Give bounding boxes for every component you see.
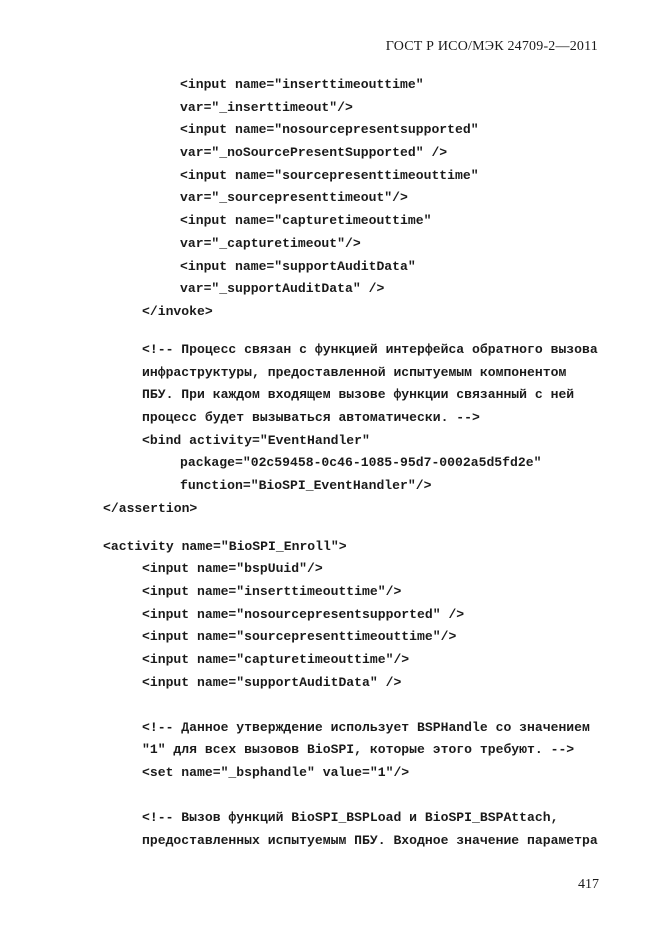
code-line: var="_supportAuditData" /> [180,281,385,297]
code-line: <input name="capturetimeouttime" [180,213,432,229]
code-line: var="_capturetimeout"/> [180,235,361,251]
code-comment: "1" для всех вызовов BioSPI, которые этого требуют. --> [142,742,575,758]
code-line: <input name="sourcepresenttimeouttime" [180,167,479,183]
code-line: <input name="capturetimeouttime"/> [142,652,410,668]
code-comment: ПБУ. При каждом входящем вызове функции связанный с ней [142,387,575,403]
code-line: var="_inserttimeout"/> [180,99,353,115]
code-line: <input name="nosourcepresentsupported" [180,122,479,138]
code-line: <activity name="BioSPI_Enroll"> [103,538,347,554]
code-comment: предоставленных испытуемым ПБУ. Входное значение параметра [142,832,598,848]
code-comment: процесс будет вызываться автоматически. --> [142,409,480,425]
code-line: <input name="inserttimeouttime" [180,77,424,92]
code-line: var="_sourcepresenttimeout"/> [180,190,408,206]
code-comment: <!-- Процесс связан с функцией интерфейса обратного вызова [142,341,598,357]
document-header: ГОСТ Р ИСО/МЭК 24709-2—2011 [385,39,598,54]
code-line: <set name="_bsphandle" value="1"/> [142,765,410,781]
code-line: <input name="supportAuditData" /> [142,674,402,690]
code-line: <input name="nosourcepresentsupported" /> [142,606,465,622]
code-line: package="02c59458-0c46-1085-95d7-0002a5d5fd2e" [180,455,542,471]
code-line: <input name="supportAuditData" [180,258,416,274]
code-comment: <!-- Вызов функций BioSPI_BSPLoad и BioSPI_BSPAttach, [142,810,559,826]
code-comment: инфраструктуры, предоставленной испытуемым компонентом [142,364,567,380]
code-line: </assertion> [103,500,198,516]
code-line: <bind activity="EventHandler" [142,432,370,448]
code-line: <input name="sourcepresenttimeouttime"/> [142,629,457,645]
code-line: </invoke> [142,303,213,319]
code-line: function="BioSPI_EventHandler"/> [180,477,432,493]
code-line: var="_noSourcePresentSupported" /> [180,145,448,161]
code-listing [0,74,661,853]
code-comment: <!-- Данное утверждение использует BSPHandle со значением [142,719,590,735]
code-line: <input name="inserttimeouttime"/> [142,584,402,600]
page-number: 417 [578,877,599,892]
code-line: <input name="bspUuid"/> [142,561,323,577]
